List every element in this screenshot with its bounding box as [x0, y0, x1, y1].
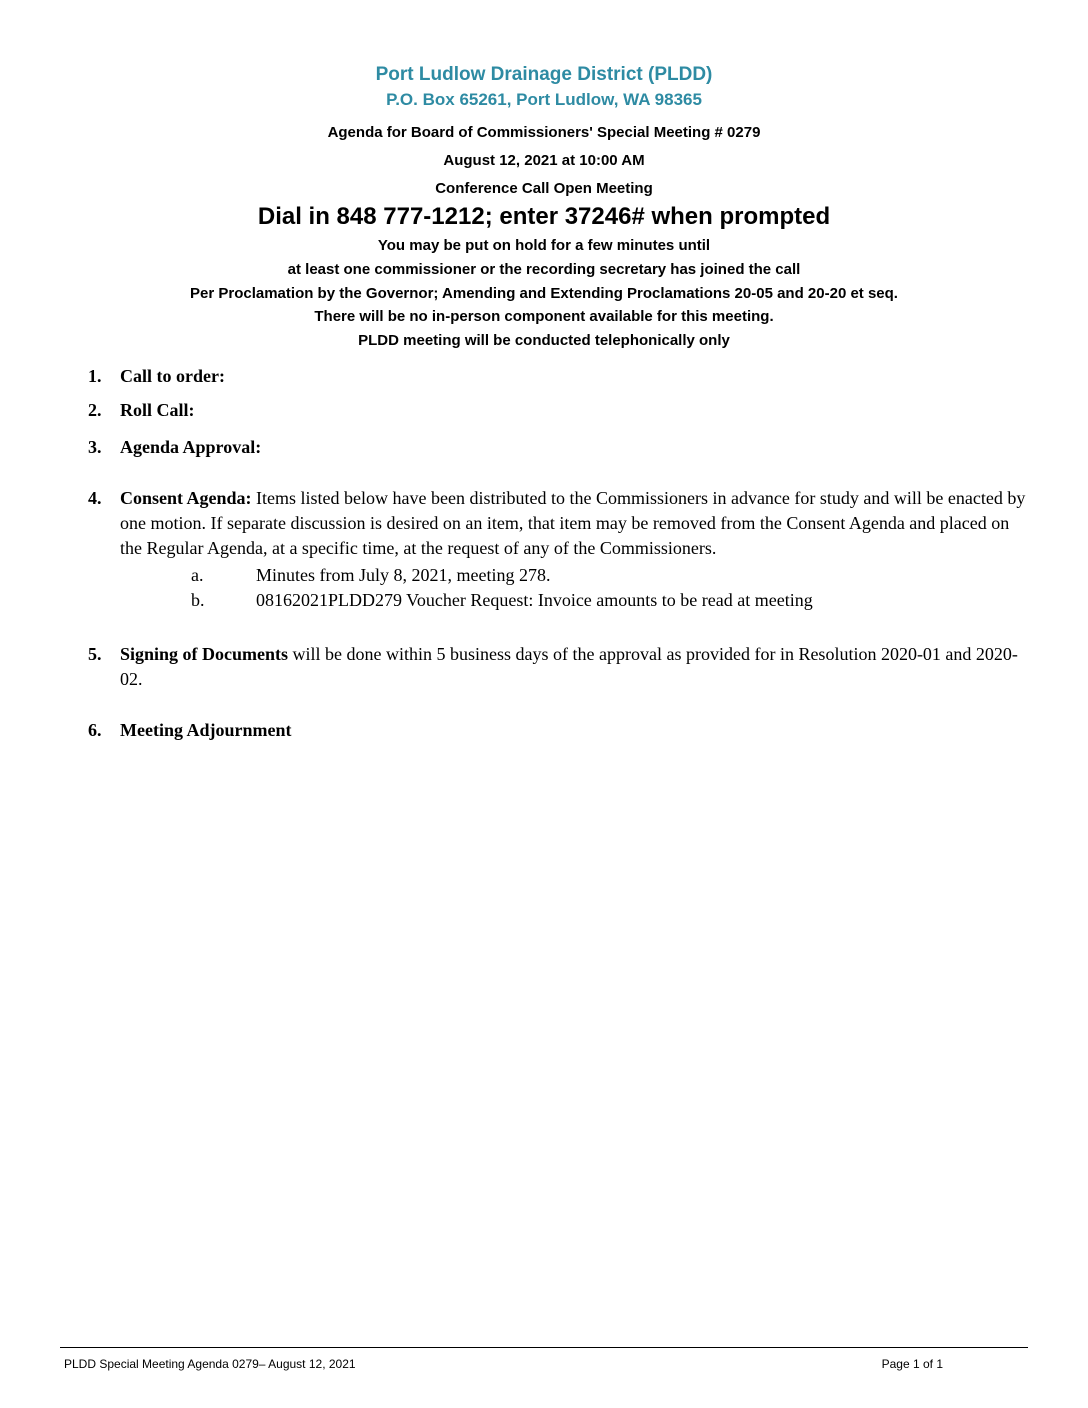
- subitem-text: 08162021PLDD279 Voucher Request: Invoice amounts to be read at meeting: [256, 590, 813, 610]
- subitem-letter: b.: [191, 590, 205, 610]
- agenda-item-text: will be done within 5 business days of the approval as provided for in Resolution 2020-01 and 2020-02.: [120, 644, 1018, 689]
- meeting-date-time: August 12, 2021 at 10:00 AM: [443, 152, 645, 169]
- agenda-item: [88, 398, 1028, 423]
- agenda-item-number: 6.: [88, 720, 102, 740]
- agenda-item-label: Agenda Approval:: [120, 437, 262, 457]
- subitem-letter: a.: [191, 565, 204, 585]
- footer-divider: [60, 1347, 1028, 1348]
- agenda-item: [88, 718, 1028, 743]
- agenda-item-label: Call to order:: [120, 366, 225, 386]
- meeting-note: You may be put on hold for a few minutes until: [377, 237, 711, 254]
- meeting-note: PLDD meeting will be conducted telephonically only: [358, 332, 730, 349]
- meeting-note: Per Proclamation by the Governor; Amending and Extending Proclamations 20-05 and 20-20 et seq.: [190, 285, 898, 302]
- agenda-item-number: 2.: [88, 400, 102, 420]
- footer-page-number: Page 1 of 1: [881, 1357, 943, 1371]
- agenda-item-number: 1.: [88, 366, 102, 386]
- meeting-note: at least one commissioner or the recording secretary has joined the call: [287, 261, 801, 278]
- agenda-item-label: Meeting Adjournment: [120, 720, 292, 740]
- organization-name: Port Ludlow Drainage District (PLDD): [375, 64, 713, 85]
- meeting-format: Conference Call Open Meeting: [435, 180, 653, 197]
- agenda-item: [88, 364, 1028, 389]
- meeting-note: There will be no in-person component available for this meeting.: [314, 308, 774, 325]
- agenda-item-number: 5.: [88, 644, 102, 664]
- agenda-item-number: 4.: [88, 488, 102, 508]
- agenda-item-text: Items listed below have been distributed to the Commissioners in advance for study and will be enacted by one motion. If separate discussion is desired on an item, that item may be removed from the Consent Agenda and placed on the Regular Agenda, at a specific time, at the request of any of the Commissioners.: [120, 488, 1026, 558]
- agenda-item: [88, 642, 1028, 694]
- footer-document-title: PLDD Special Meeting Agenda 0279– August 12, 2021: [64, 1357, 356, 1371]
- agenda-item-label: Roll Call:: [120, 400, 195, 420]
- dial-in-instructions: Dial in 848 777-1212; enter 37246# when prompted: [257, 203, 831, 230]
- meeting-title: Agenda for Board of Commissioners' Special Meeting # 0279: [327, 124, 761, 141]
- organization-address: P.O. Box 65261, Port Ludlow, WA 98365: [386, 90, 702, 109]
- agenda-item-label: Signing of Documents: [120, 644, 289, 664]
- subitem-text: Minutes from July 8, 2021, meeting 278.: [256, 565, 551, 585]
- agenda-item-label: Consent Agenda:: [120, 488, 252, 508]
- agenda-item: [88, 435, 1028, 460]
- agenda-item-consent: [88, 486, 1028, 566]
- agenda-item-number: 3.: [88, 437, 102, 457]
